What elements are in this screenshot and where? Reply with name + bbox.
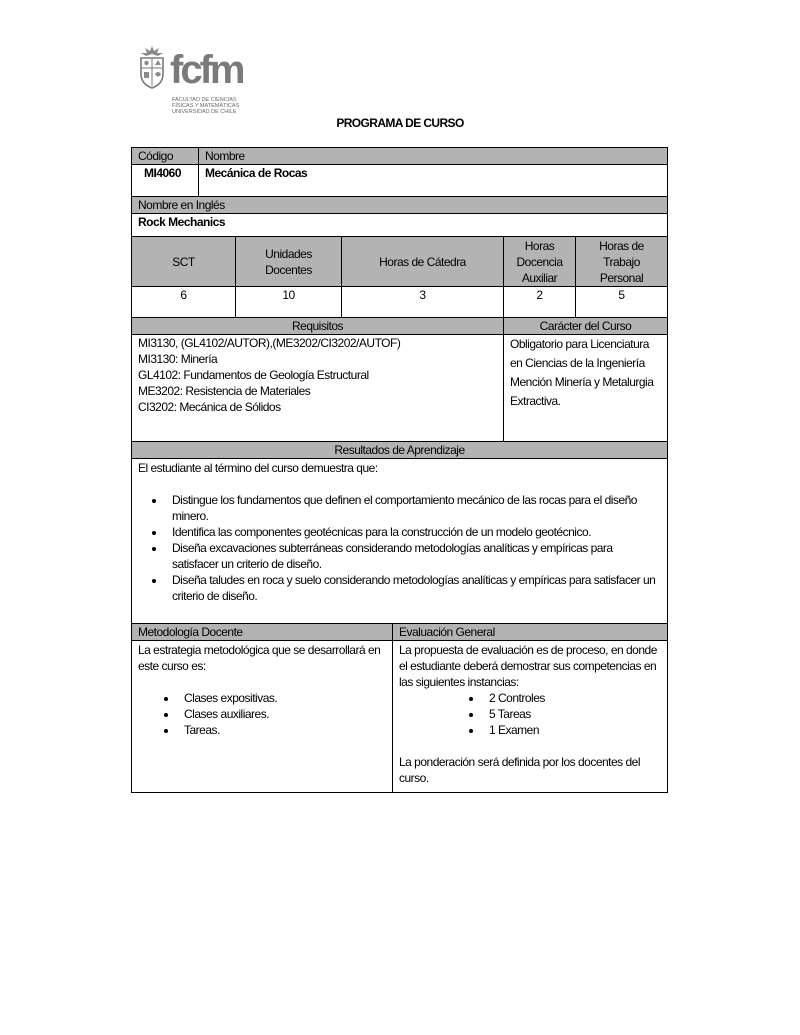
hours-header-lecture: Horas de Cátedra [342, 237, 504, 287]
course-identity-table [131, 147, 668, 237]
requirements-list [132, 335, 504, 442]
requirement-item: CI3202: Mecánica de Sólidos [138, 400, 281, 414]
hours-value-auxiliary: 2 [504, 287, 576, 318]
course-name: Mecánica de Rocas [199, 165, 668, 197]
evaluation-item: • 2 Controles [483, 690, 661, 706]
english-name-label: Nombre en Inglés [132, 197, 668, 214]
english-name: Rock Mechanics [132, 214, 668, 237]
methodology-evaluation-table [131, 623, 668, 793]
university-crest-icon [136, 44, 168, 90]
hours-value-sct: 6 [132, 287, 236, 318]
evaluation-list [399, 690, 661, 738]
methodology-item: • Clases expositivas. [178, 690, 386, 706]
evaluation-label: Evaluación General [393, 624, 668, 641]
outcomes-label: Resultados de Aprendizaje [132, 442, 668, 459]
hours-value-units: 10 [236, 287, 342, 318]
evaluation-body [393, 641, 668, 793]
requirements-table [131, 317, 668, 442]
evaluation-item: • 5 Tareas [483, 706, 661, 722]
logo-caption: FACULTAD DE CIENCIAS FÍSICAS Y MATEMÁTICAS UNIVERSIDAD DE CHILE [172, 97, 240, 115]
outcome-item: • Distingue los fundamentos que definen el comportamiento mecánico de las rocas para el diseño minero. [166, 492, 661, 524]
requirements-label: Requisitos [132, 318, 504, 335]
hours-table [131, 236, 668, 318]
methodology-text: La estrategia metodológica que se desarrollará en este curso es: [138, 643, 381, 673]
hours-value-lecture: 3 [342, 287, 504, 318]
hours-header-units: Unidades Docentes [236, 237, 342, 287]
requirement-item: MI3130, (GL4102/AUTOR),(ME3202/CI3202/AUTOF) [138, 336, 401, 350]
outcome-item: • Diseña taludes en roca y suelo considerando metodologías analíticas y empíricas para satisfacer un criterio de diseño. [166, 572, 661, 604]
name-label: Nombre [199, 148, 668, 165]
outcome-item: • Diseña excavaciones subterráneas considerando metodologías analíticas y empíricas para satisfacer un criterio de diseño. [166, 540, 661, 572]
hours-header-personal: Horas de Trabajo Personal [576, 237, 668, 287]
hours-header-auxiliary: Horas Docencia Auxiliar [504, 237, 576, 287]
evaluation-item: • 1 Examen [483, 722, 661, 738]
evaluation-footer: La ponderación será definida por los docentes del curso. [399, 755, 641, 785]
methodology-label: Metodología Docente [132, 624, 393, 641]
outcomes-intro: El estudiante al término del curso demuestra que: [138, 461, 378, 475]
code-label: Código [132, 148, 199, 165]
requirement-item: ME3202: Resistencia de Materiales [138, 384, 311, 398]
hours-value-personal: 5 [576, 287, 668, 318]
outcomes-body [132, 459, 668, 624]
course-program-form [131, 147, 668, 793]
hours-header-sct: SCT [132, 237, 236, 287]
page-title: PROGRAMA DE CURSO [336, 116, 464, 130]
evaluation-text: La propuesta de evaluación es de proceso, en donde el estudiante deberá demostrar sus competencias en las siguientes instancias: [399, 643, 657, 689]
course-character: Obligatorio para Licenciatura en Ciencias de la Ingeniería Mención Minería y Metalurgia Extractiva. [504, 335, 668, 442]
requirement-item: MI3130: Minería [138, 352, 218, 366]
outcome-item: • Identifica las componentes geotécnicas para la construcción de un modelo geotécnico. [166, 524, 661, 540]
course-code: MI4060 [132, 165, 199, 197]
methodology-list [138, 690, 386, 738]
outcomes-list [138, 492, 661, 604]
character-label: Carácter del Curso [504, 318, 668, 335]
logo-wordmark: fcfm [170, 48, 243, 92]
requirement-item: GL4102: Fundamentos de Geología Estructural [138, 368, 369, 382]
methodology-body [132, 641, 393, 793]
methodology-item: • Clases auxiliares. [178, 706, 386, 722]
fcfm-logo [136, 44, 254, 120]
methodology-item: • Tareas. [178, 722, 386, 738]
outcomes-table [131, 441, 668, 624]
